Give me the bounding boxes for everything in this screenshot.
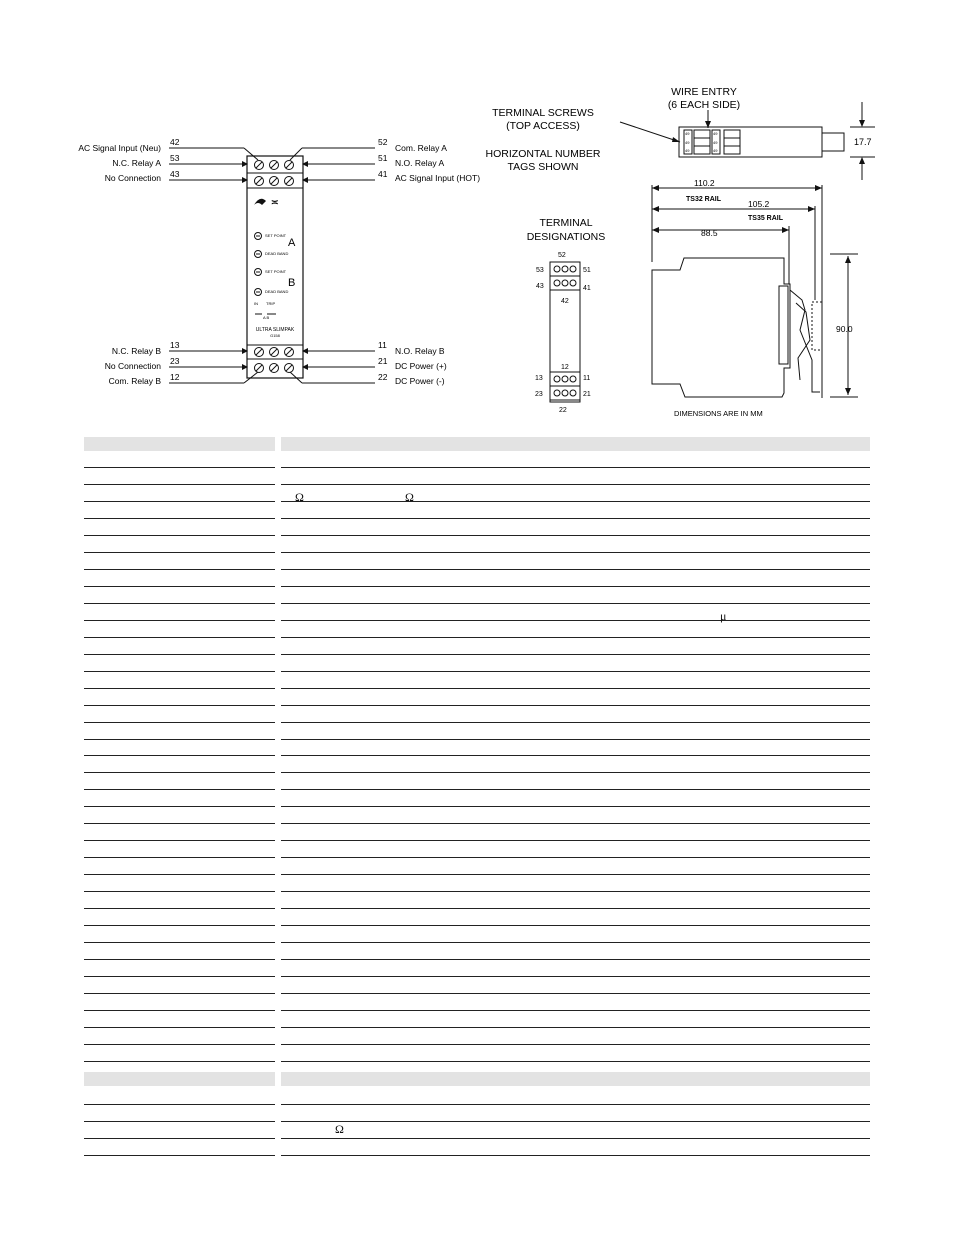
table-row xyxy=(84,451,870,468)
spec-table-1 xyxy=(84,437,870,1057)
trip-label: TRIP xyxy=(266,301,276,306)
right-num-1: 52 xyxy=(378,137,388,147)
set-point-b-label: SET POINT xyxy=(265,269,287,274)
terminal-designations-line1: TERMINAL xyxy=(539,217,593,229)
ohm-symbol-2: Ω xyxy=(405,490,414,504)
svg-text:49: 49 xyxy=(685,140,690,145)
des-51: 51 xyxy=(583,267,591,274)
dead-band-b-label: DEAD BAND xyxy=(265,289,289,294)
svg-text:49: 49 xyxy=(713,140,718,145)
table-row xyxy=(84,587,870,604)
des-11: 11 xyxy=(583,375,591,382)
table-row xyxy=(84,519,870,536)
left-num-2: 53 xyxy=(170,153,180,163)
wire-entry-line2: (6 EACH SIDE) xyxy=(667,99,741,111)
table-row xyxy=(84,977,870,994)
set-point-a-label: SET POINT xyxy=(265,233,287,238)
des-43: 43 xyxy=(536,283,544,290)
left-num-1: 42 xyxy=(170,137,180,147)
table-row xyxy=(84,468,870,485)
terminal-screws-line2: (TOP ACCESS) xyxy=(506,120,580,132)
horizontal-line2: TAGS SHOWN xyxy=(507,161,579,173)
des-22: 22 xyxy=(559,407,567,414)
table-row xyxy=(84,739,870,756)
left-label-4: N.C. Relay B xyxy=(111,346,161,356)
spec-table-1-header xyxy=(84,437,870,451)
right-num-5: 21 xyxy=(378,356,388,366)
des-13: 13 xyxy=(535,375,543,382)
des-12: 12 xyxy=(561,364,569,371)
left-label-2: N.C. Relay A xyxy=(112,158,161,168)
table-row xyxy=(84,1028,870,1045)
table-row xyxy=(84,723,870,740)
dim-len3: 88.5 xyxy=(701,228,718,238)
table-row xyxy=(84,502,870,519)
table-row xyxy=(84,790,870,807)
table-row xyxy=(84,824,870,841)
right-label-1: Com. Relay A xyxy=(395,143,447,153)
right-num-4: 11 xyxy=(378,340,387,350)
table-row xyxy=(84,892,870,909)
right-num-6: 22 xyxy=(378,372,388,382)
left-num-4: 13 xyxy=(170,340,180,350)
wiring-diagram xyxy=(60,130,500,400)
micro-symbol: μ xyxy=(720,609,727,623)
ohm-symbol-3: Ω xyxy=(335,1122,344,1136)
right-num-3: 41 xyxy=(378,169,388,179)
table-row xyxy=(84,773,870,790)
relay-b-letter: B xyxy=(288,277,296,289)
table-row xyxy=(84,1105,870,1122)
svg-text:49: 49 xyxy=(713,131,718,136)
model-label: ULTRA SLIMPAK xyxy=(255,327,295,333)
right-label-6: DC Power (-) xyxy=(395,376,445,386)
table-row xyxy=(84,841,870,858)
table-row xyxy=(84,570,870,587)
des-41: 41 xyxy=(583,285,591,292)
relay-a-letter: A xyxy=(288,237,296,249)
dim-rail2: TS35 RAIL xyxy=(748,215,784,222)
table-row xyxy=(84,1122,870,1139)
left-label-1: AC Signal Input (Neu) xyxy=(78,143,161,153)
table-row xyxy=(84,1088,870,1105)
table-row xyxy=(84,875,870,892)
table-row xyxy=(84,621,870,638)
ab-label: A B xyxy=(263,315,270,320)
wire-entry-line1: WIRE ENTRY xyxy=(671,86,737,98)
table-row xyxy=(84,485,870,502)
table-row xyxy=(84,536,870,553)
table-row xyxy=(84,655,870,672)
table-row xyxy=(84,689,870,706)
spec-table-2 xyxy=(84,1072,870,1162)
svg-text:49: 49 xyxy=(685,148,690,153)
right-num-2: 51 xyxy=(378,153,388,163)
spec-table-2-header xyxy=(84,1072,870,1086)
right-label-5: DC Power (+) xyxy=(395,361,447,371)
left-label-6: Com. Relay B xyxy=(108,376,161,386)
table-row xyxy=(84,1011,870,1028)
dim-height-top: 17.7 xyxy=(854,137,872,147)
table-row xyxy=(84,756,870,773)
dim-len1: 110.2 xyxy=(694,178,715,188)
svg-text:49: 49 xyxy=(685,131,690,136)
table-row xyxy=(84,638,870,655)
des-42: 42 xyxy=(561,298,569,305)
dim-len2: 105.2 xyxy=(748,199,770,209)
dim-rail1: TS32 RAIL xyxy=(686,196,722,203)
table-row xyxy=(84,553,870,570)
model-number: G158 xyxy=(270,333,280,338)
terminal-screws-line1: TERMINAL SCREWS xyxy=(492,107,594,119)
right-label-4: N.O. Relay B xyxy=(395,346,445,356)
table-row xyxy=(84,926,870,943)
table-row xyxy=(84,994,870,1011)
left-num-3: 43 xyxy=(170,169,180,179)
table-row xyxy=(84,943,870,960)
svg-text:≍: ≍ xyxy=(271,197,279,207)
des-53: 53 xyxy=(536,267,544,274)
table-row xyxy=(84,1139,870,1156)
left-label-3: No Connection xyxy=(104,173,161,183)
des-top: 52 xyxy=(558,252,566,259)
dimensions-note: DIMENSIONS ARE IN MM xyxy=(674,409,763,418)
left-num-6: 12 xyxy=(170,372,180,382)
horizontal-line1: HORIZONTAL NUMBER xyxy=(485,148,601,160)
table-row xyxy=(84,1045,870,1062)
svg-text:49: 49 xyxy=(713,148,718,153)
table-row xyxy=(84,807,870,824)
right-label-3: AC Signal Input (HOT) xyxy=(395,173,481,183)
table-row xyxy=(84,706,870,723)
in-label: IN xyxy=(254,301,258,306)
table-row xyxy=(84,604,870,621)
left-num-5: 23 xyxy=(170,356,180,366)
right-label-2: N.O. Relay A xyxy=(395,158,445,168)
des-21: 21 xyxy=(583,391,591,398)
dimension-drawings xyxy=(480,80,900,425)
table-row xyxy=(84,909,870,926)
ohm-symbol-1: Ω xyxy=(295,490,304,504)
dead-band-a-label: DEAD BAND xyxy=(265,251,289,256)
left-label-5: No Connection xyxy=(104,361,161,371)
table-row xyxy=(84,672,870,689)
dim-height-side: 90.0 xyxy=(836,324,853,334)
des-23: 23 xyxy=(535,391,543,398)
terminal-designations-line2: DESIGNATIONS xyxy=(526,231,606,243)
table-row xyxy=(84,858,870,875)
table-row xyxy=(84,960,870,977)
